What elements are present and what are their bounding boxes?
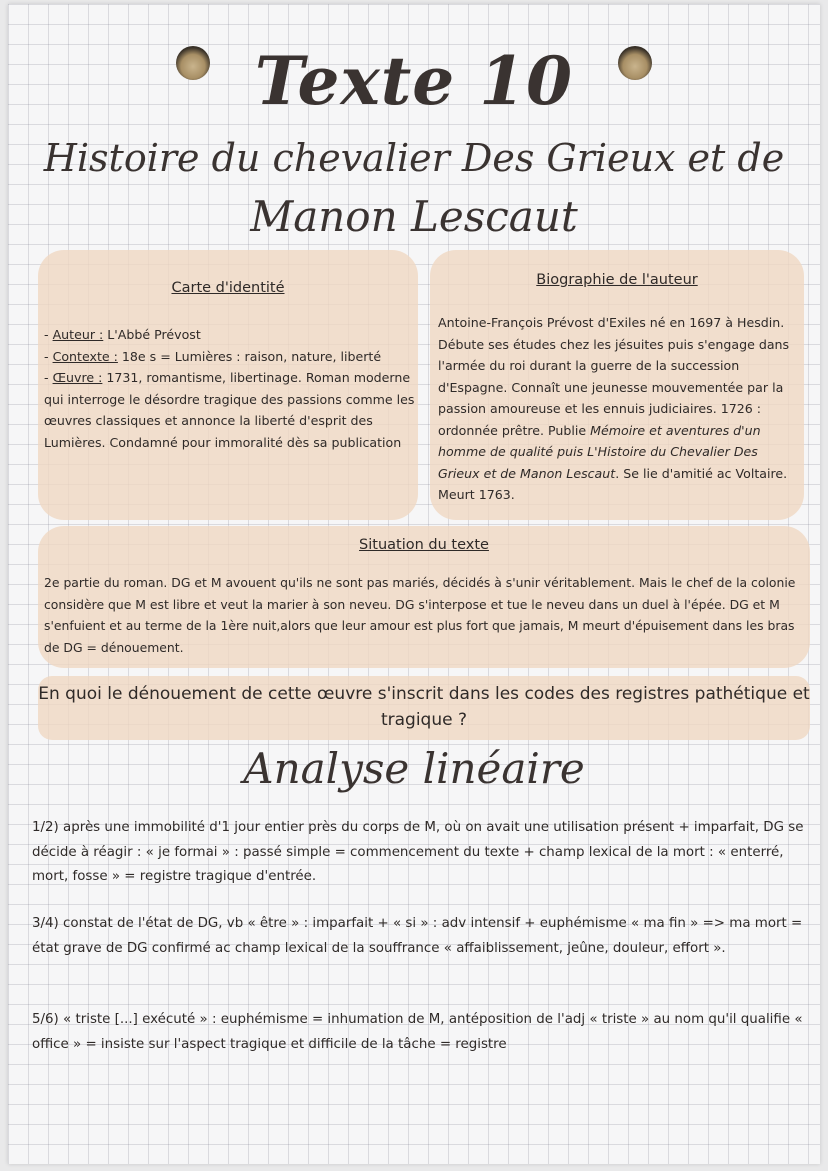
notebook-page — [8, 4, 820, 1164]
situation-heading: Situation du texte — [359, 537, 489, 553]
context-label: Contexte : — [52, 348, 118, 364]
identity-card-body — [44, 324, 416, 453]
identity-card-heading: Carte d'identité — [171, 280, 285, 296]
analysis-title: Analyse linéaire — [243, 744, 585, 793]
analysis-paragraph-2: 3/4) constat de l'état de DG, vb « être » : imparfait + « si » : adv intensif + euphémisme « ma fin » => ma mort = état grave de DG confirmé ac champ lexical de la souffrance « affaiblissement, jeûne, douleur, effort ». — [32, 916, 803, 956]
work-label: Œuvre : — [52, 370, 103, 385]
situation-box — [38, 526, 810, 668]
problem-question: En quoi le dénouement de cette œuvre s'inscrit dans les codes des registres pathétique et tragique ? — [38, 676, 810, 740]
identity-card-box — [38, 250, 418, 520]
author-line: - Auteur : L'Abbé Prévost — [44, 327, 201, 342]
context-value: 18e s = Lumières : raison, nature, liberté — [117, 348, 382, 364]
work-title-line-2: Manon Lescaut — [250, 192, 578, 241]
work-value: 1731, romantisme, libertinage. Roman moderne qui interroge le désordre tragique des passions comme les œuvres classiques et annonce la liberté d'esprit des Lumières. Condamné pour immoralité dès sa publication — [44, 370, 415, 450]
biography-works: Mémoire et aventures d'un homme de qualité puis L'Histoire du Chevalier Des Grieux et de Manon Lescaut — [438, 422, 761, 481]
analysis-paragraph-3: 5/6) « triste [...] exécuté » : euphémisme = inhumation de M, antéposition de l'adj « triste » au nom qu'il qualifie « office » = insiste sur l'aspect tragique et difficile de la tâche = registre — [32, 1012, 803, 1052]
situation-text: 2e partie du roman. DG et M avouent qu'ils ne sont pas mariés, décidés à s'unir véritablement. Mais le chef de la colonie considère que M est libre et veut la marier à son neveu. DG s'interpose et tue le neveu dans un duel à l'épée. DG et M s'enfuient et au terme de la 1ère nuit,alors que leur amour est plus fort que jamais, M meurt d'épuisement dans les bras de DG = dénouement. — [44, 575, 796, 655]
biography-body — [438, 312, 798, 506]
work-title-line-1: Histoire du chevalier Des Grieux et de — [43, 136, 785, 180]
analysis-paragraph-1: 1/2) après une immobilité d'1 jour entier près du corps de M, où on avait une utilisation présent + imparfait, DG se décide à réagir : « je formai » : passé simple = commencement du texte + champ lexical de la mort : « enterré, mort, fosse » = registre tragique d'entrée. — [32, 820, 804, 884]
biography-box — [430, 250, 804, 520]
biography-text: Antoine-François Prévost d'Exiles né en 1697 à Hesdin. Débute ses études chez les jésuites puis s'engage dans l'armée du roi durant la guerre de la succession d'Espagne. Connaît une jeunesse mouvementée par la passion amoureuse et les ennuis judiciaires. 1726 : ordonnée prêtre. Publie — [438, 315, 790, 438]
author-value: L'Abbé Prévost — [103, 327, 201, 342]
page-title: Texte 10 — [254, 42, 574, 120]
biography-text-end: . Se lie d'amitié ac Voltaire. Meurt 1763. — [438, 465, 788, 502]
biography-heading: Biographie de l'auteur — [536, 272, 698, 288]
author-label: Auteur : — [52, 327, 104, 342]
context-line: - Contexte : 18e s = Lumières : raison, nature, liberté — [44, 348, 382, 364]
work-line: - Œuvre : 1731, romantisme, libertinage. Roman moderne qui interroge le désordre tragique des passions comme les œuvres classiques et annonce la liberté d'esprit des Lumières. Condamné pour immoralité dès sa publication — [44, 370, 415, 450]
